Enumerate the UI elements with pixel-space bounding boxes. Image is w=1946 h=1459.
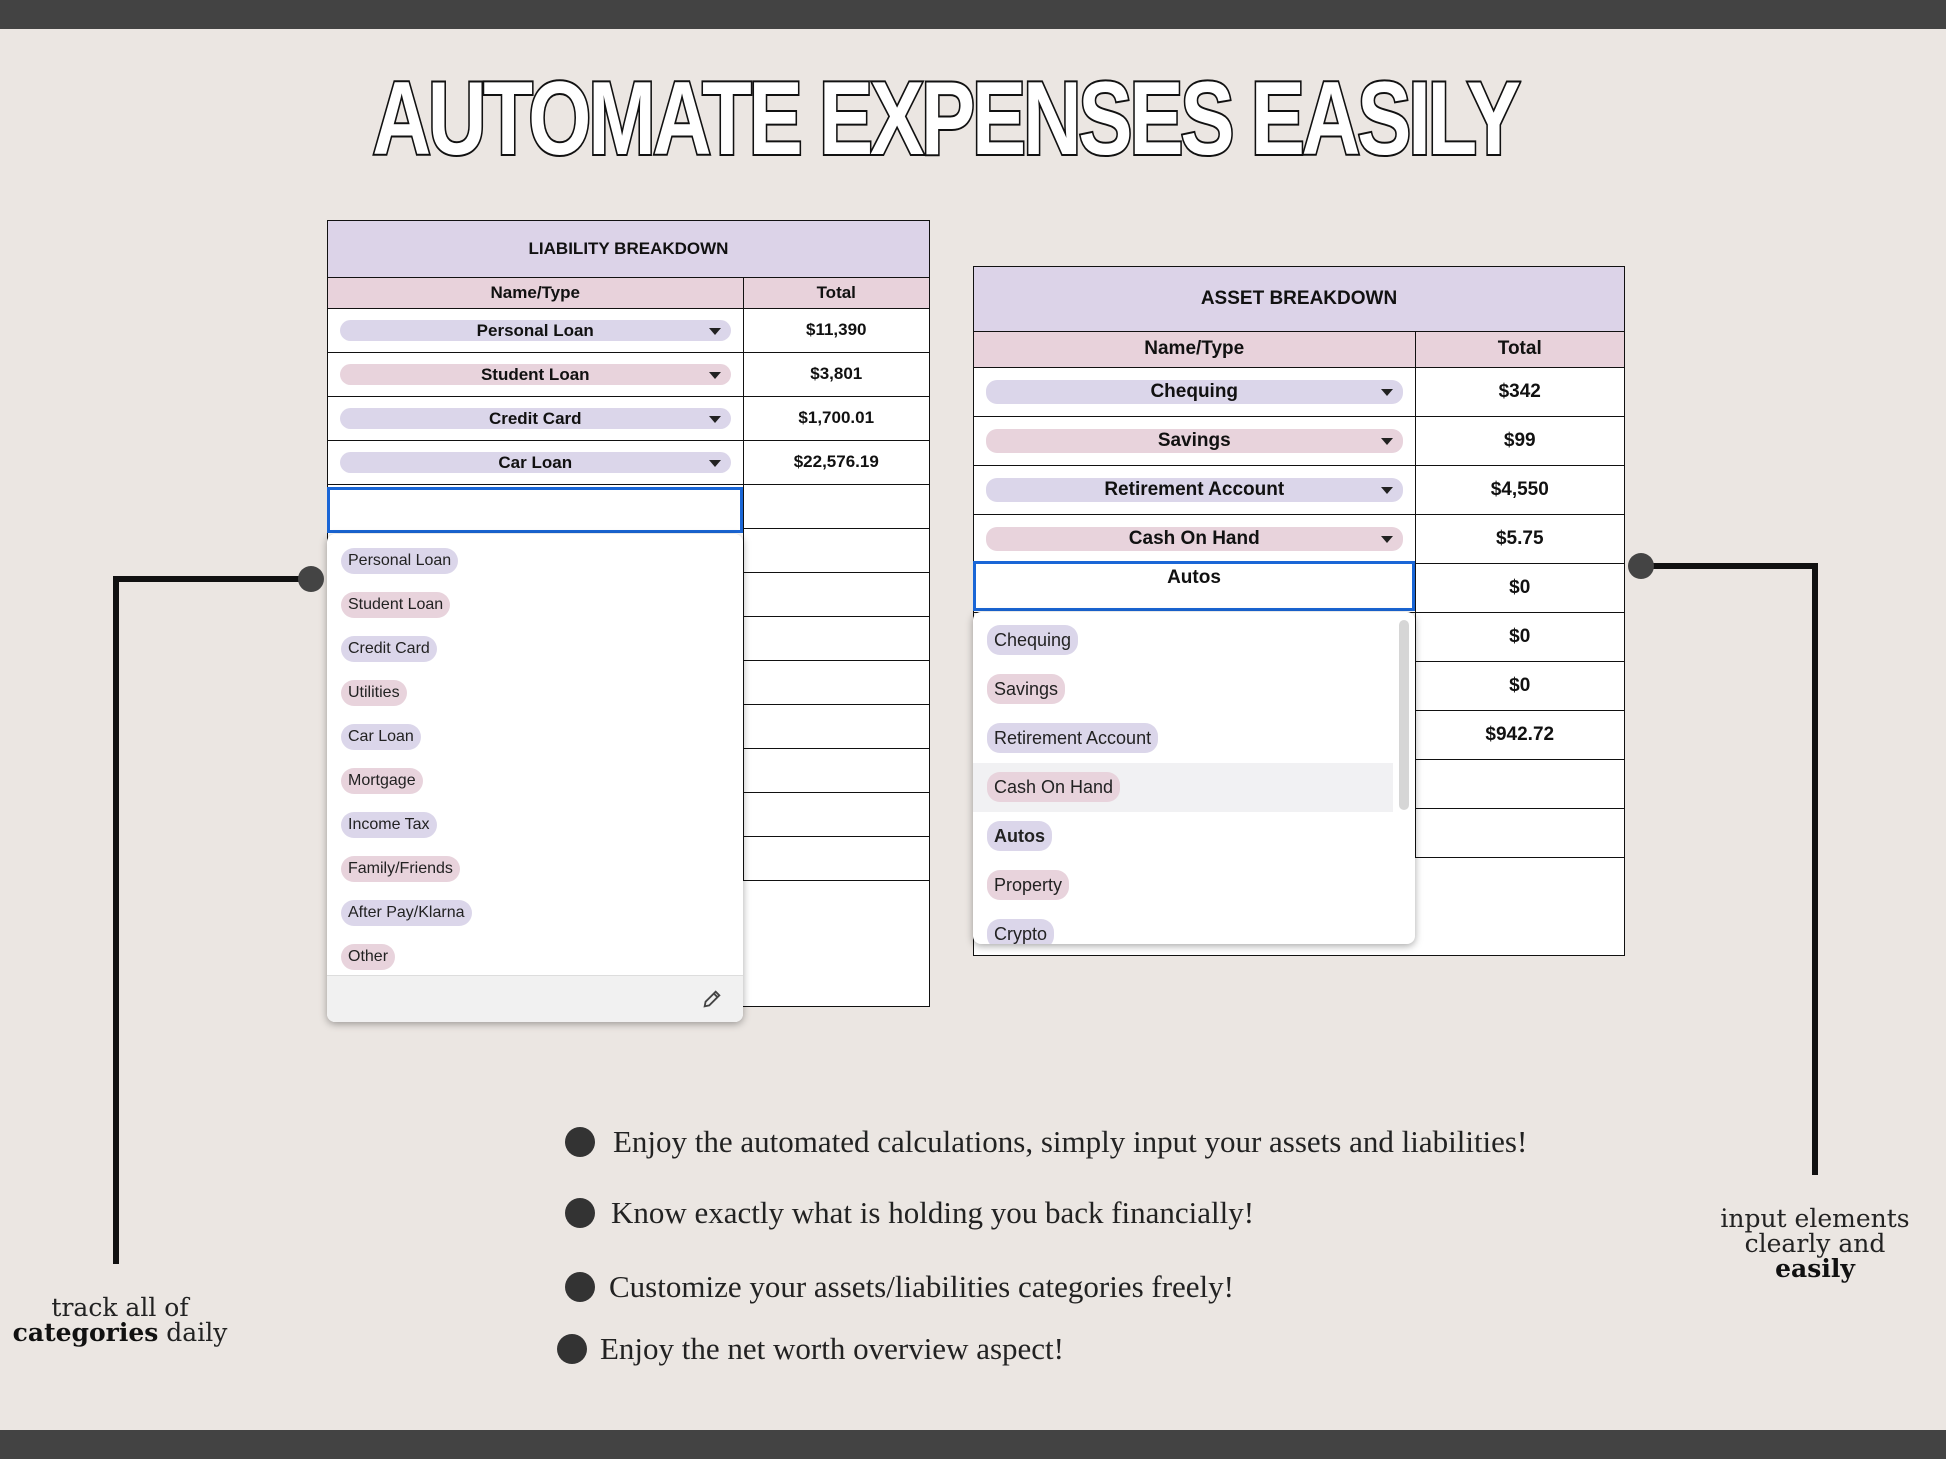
empty-cell[interactable] — [743, 484, 929, 528]
feature-bullet: Enjoy the net worth overview aspect! — [600, 1331, 1064, 1367]
dropdown-option[interactable]: Student Loan — [327, 581, 743, 625]
empty-cell[interactable] — [743, 660, 929, 704]
chevron-down-icon[interactable] — [1381, 487, 1393, 494]
right-callout-line-v — [1812, 563, 1818, 1175]
dropdown-option[interactable]: Family/Friends — [327, 845, 743, 889]
asset-row-name[interactable] — [974, 367, 1415, 416]
chevron-down-icon[interactable] — [1381, 389, 1393, 396]
dropdown-option[interactable]: Autos — [973, 812, 1415, 861]
asset-dropdown[interactable] — [973, 612, 1415, 944]
chevron-down-icon[interactable] — [1381, 438, 1393, 445]
chevron-down-icon[interactable] — [709, 372, 721, 379]
dropdown-option[interactable]: Savings — [973, 665, 1415, 714]
dropdown-option[interactable]: Credit Card — [327, 625, 743, 669]
asset-active-cell[interactable] — [973, 561, 1415, 611]
asset-row-total[interactable]: $0 — [1415, 661, 1624, 710]
liability-row-name[interactable] — [328, 396, 743, 440]
pencil-icon[interactable] — [701, 988, 723, 1010]
liability-dropdown[interactable] — [327, 534, 743, 1022]
dropdown-option[interactable]: Crypto — [973, 910, 1415, 944]
dropdown-option[interactable]: Cash On Hand — [973, 763, 1393, 812]
asset-active-value: Autos — [1167, 567, 1221, 588]
dropdown-option[interactable]: Chequing — [973, 616, 1415, 665]
asset-row-total[interactable]: $0 — [1415, 563, 1624, 612]
liability-row-name[interactable] — [328, 352, 743, 396]
bullet-dot — [565, 1272, 595, 1302]
empty-cell[interactable] — [743, 528, 929, 572]
bullet-dot — [565, 1198, 595, 1228]
empty-cell[interactable] — [743, 572, 929, 616]
dropdown-chip[interactable]: Personal Loan — [340, 320, 731, 341]
liability-row-name[interactable] — [328, 308, 743, 352]
liability-row-total[interactable]: $1,700.01 — [743, 396, 929, 440]
dropdown-chip[interactable]: Retirement Account — [986, 478, 1403, 502]
dropdown-option[interactable]: Utilities — [327, 669, 743, 713]
liability-row-name[interactable] — [328, 440, 743, 484]
empty-cell[interactable] — [743, 836, 929, 880]
dropdown-option[interactable]: Income Tax — [327, 801, 743, 845]
bottom-bar — [0, 1430, 1946, 1459]
dropdown-footer — [327, 975, 743, 1022]
dropdown-scrollbar[interactable] — [1399, 620, 1409, 810]
empty-cell[interactable] — [743, 748, 929, 792]
feature-bullet: Customize your assets/liabilities categories freely! — [609, 1269, 1234, 1305]
asset-row-total[interactable]: $0 — [1415, 612, 1624, 661]
left-callout-line-v — [113, 576, 119, 1264]
liability-col-total: Total — [743, 277, 929, 308]
asset-row-name[interactable] — [974, 416, 1415, 465]
dropdown-option[interactable]: After Pay/Klarna — [327, 889, 743, 933]
asset-col-name: Name/Type — [974, 331, 1415, 367]
asset-row-name[interactable] — [974, 514, 1415, 563]
liability-row-total[interactable]: $3,801 — [743, 352, 929, 396]
bullet-dot — [565, 1127, 595, 1157]
top-bar — [0, 0, 1946, 29]
feature-bullet: Know exactly what is holding you back financially! — [611, 1195, 1254, 1231]
liability-col-name: Name/Type — [328, 277, 743, 308]
asset-row-total[interactable]: $4,550 — [1415, 465, 1624, 514]
right-callout-line-h — [1640, 563, 1818, 569]
dropdown-chip[interactable]: Chequing — [986, 380, 1403, 404]
dropdown-chip[interactable]: Cash On Hand — [986, 527, 1403, 551]
empty-cell[interactable] — [1415, 808, 1624, 857]
empty-cell[interactable] — [1415, 759, 1624, 808]
asset-title: ASSET BREAKDOWN — [974, 267, 1624, 331]
dropdown-chip[interactable]: Car Loan — [340, 452, 731, 473]
empty-cell[interactable] — [743, 616, 929, 660]
dropdown-option[interactable]: Other — [327, 933, 743, 977]
dropdown-option[interactable]: Property — [973, 861, 1415, 910]
feature-bullet: Enjoy the automated calculations, simply input your assets and liabilities! — [613, 1124, 1527, 1160]
chevron-down-icon[interactable] — [709, 460, 721, 467]
liability-row-total[interactable]: $11,390 — [743, 308, 929, 352]
chevron-down-icon[interactable] — [1381, 536, 1393, 543]
left-callout-text: track all of categories daily — [12, 1293, 228, 1347]
page-title: AUTOMATE EXPENSES EASILY — [372, 61, 1518, 177]
asset-row-total[interactable]: $99 — [1415, 416, 1624, 465]
asset-row-total[interactable]: $942.72 — [1415, 710, 1624, 759]
asset-row-name[interactable] — [974, 465, 1415, 514]
empty-cell[interactable] — [743, 704, 929, 748]
liability-active-cell[interactable] — [327, 487, 743, 533]
dropdown-chip[interactable]: Savings — [986, 429, 1403, 453]
chevron-down-icon[interactable] — [709, 416, 721, 423]
empty-cell[interactable] — [743, 792, 929, 836]
dropdown-option[interactable]: Car Loan — [327, 713, 743, 757]
dropdown-chip[interactable]: Student Loan — [340, 364, 731, 385]
dropdown-option[interactable]: Personal Loan — [327, 537, 743, 581]
left-callout-dot — [298, 566, 324, 592]
right-callout-text: input elements clearly and easily — [1720, 1204, 1910, 1283]
bullet-dot — [557, 1334, 587, 1364]
liability-row-total[interactable]: $22,576.19 — [743, 440, 929, 484]
asset-row-total[interactable]: $5.75 — [1415, 514, 1624, 563]
asset-row-total[interactable]: $342 — [1415, 367, 1624, 416]
asset-col-total: Total — [1415, 331, 1624, 367]
right-callout-dot — [1628, 553, 1654, 579]
dropdown-chip[interactable]: Credit Card — [340, 408, 731, 429]
left-callout-line-h — [113, 576, 315, 582]
liability-title: LIABILITY BREAKDOWN — [328, 221, 929, 277]
dropdown-option[interactable]: Mortgage — [327, 757, 743, 801]
chevron-down-icon[interactable] — [709, 328, 721, 335]
dropdown-option[interactable]: Retirement Account — [973, 714, 1415, 763]
